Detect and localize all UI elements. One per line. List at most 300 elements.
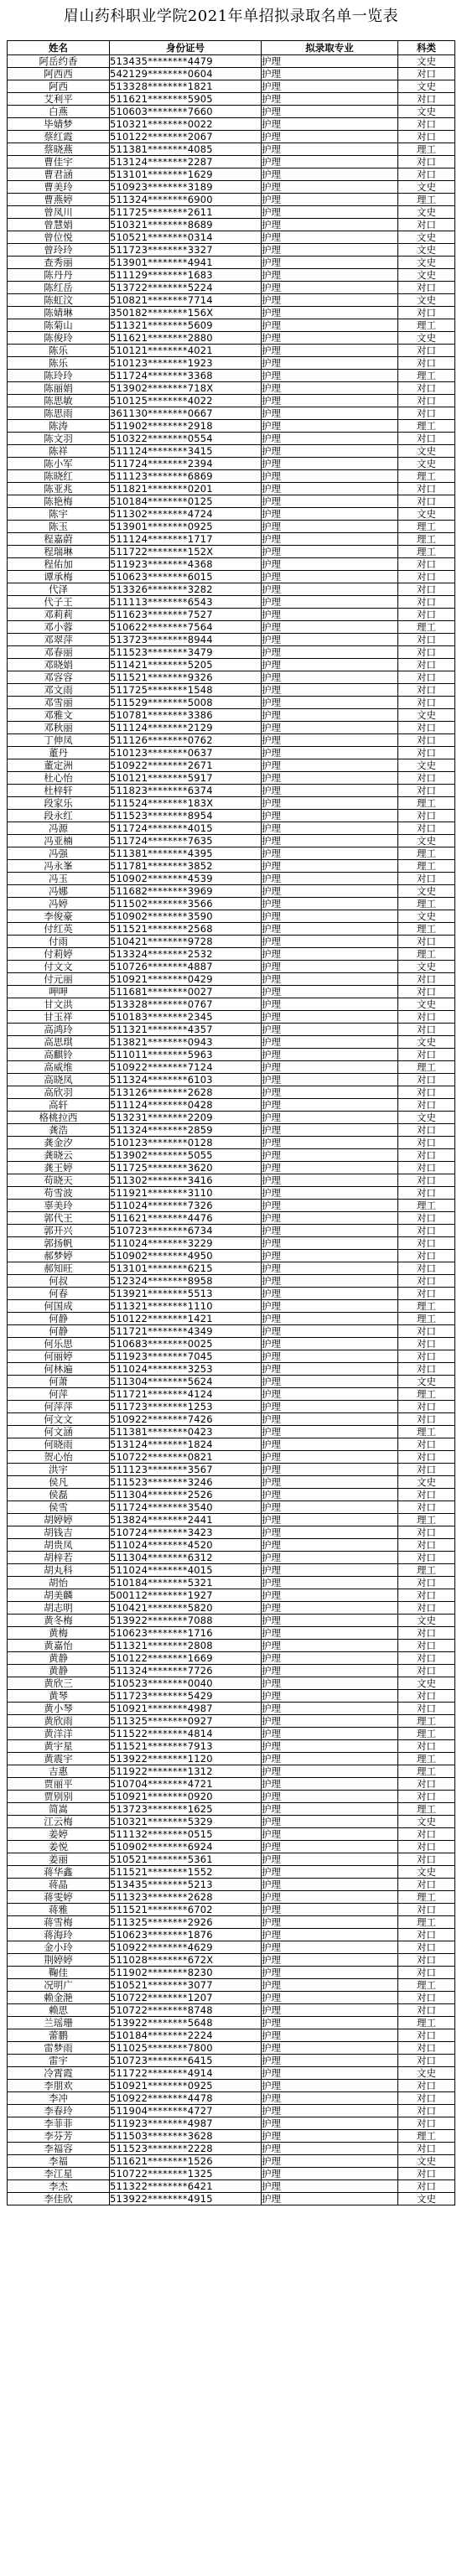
id-number-cell: 511024********3229 xyxy=(110,1237,262,1250)
major-cell: 护理 xyxy=(262,1426,398,1438)
id-number-cell: 513328********0767 xyxy=(110,998,262,1011)
major-cell: 护理 xyxy=(262,1489,398,1501)
student-name-cell: 曾玲玲 xyxy=(8,244,110,257)
table-row xyxy=(8,1879,455,1891)
major-cell: 护理 xyxy=(262,2042,398,2055)
student-name-cell: 黄震宇 xyxy=(8,1753,110,1765)
category-cell: 对口 xyxy=(398,1049,455,1061)
student-name-cell: 胡贵凤 xyxy=(8,1539,110,1552)
student-name-cell: 丁伸凤 xyxy=(8,734,110,747)
id-number-cell: 510722********8748 xyxy=(110,2004,262,2017)
table-row xyxy=(8,1162,455,1174)
major-cell: 护理 xyxy=(262,1602,398,1615)
id-number-cell: 511024********7326 xyxy=(110,1200,262,1212)
table-row xyxy=(8,1489,455,1501)
category-cell: 文史 xyxy=(398,257,455,269)
table-row xyxy=(8,1501,455,1514)
major-cell: 护理 xyxy=(262,370,398,382)
major-cell: 护理 xyxy=(262,835,398,847)
student-name-cell: 代子王 xyxy=(8,596,110,609)
table-row xyxy=(8,835,455,847)
table-row xyxy=(8,1728,455,1740)
table-row xyxy=(8,722,455,734)
major-cell: 护理 xyxy=(262,257,398,269)
major-cell: 护理 xyxy=(262,1879,398,1891)
id-number-cell: 510683********0025 xyxy=(110,1338,262,1350)
category-cell: 对口 xyxy=(398,1539,455,1552)
major-cell: 护理 xyxy=(262,458,398,470)
student-name-cell: 陈婧琳 xyxy=(8,307,110,319)
student-name-cell: 黄梅 xyxy=(8,1627,110,1640)
table-row xyxy=(8,546,455,558)
category-cell: 对口 xyxy=(398,1174,455,1187)
table-row xyxy=(8,697,455,709)
table-row xyxy=(8,1929,455,1941)
table-row xyxy=(8,1652,455,1665)
major-cell: 护理 xyxy=(262,1174,398,1187)
major-cell: 护理 xyxy=(262,2193,398,2205)
category-cell: 对口 xyxy=(398,1451,455,1464)
major-cell: 护理 xyxy=(262,1816,398,1828)
student-name-cell: 付元丽 xyxy=(8,973,110,986)
student-name-cell: 蒋海玲 xyxy=(8,1929,110,1941)
student-name-cell: 黄小琴 xyxy=(8,1703,110,1715)
major-cell: 护理 xyxy=(262,1212,398,1225)
student-name-cell: 董定洲 xyxy=(8,759,110,772)
student-name-cell: 付红英 xyxy=(8,923,110,936)
category-cell: 文史 xyxy=(398,106,455,118)
major-cell: 护理 xyxy=(262,445,398,458)
id-number-cell: 510421********9728 xyxy=(110,936,262,948)
major-cell: 护理 xyxy=(262,1187,398,1200)
id-number-cell: 511902********8230 xyxy=(110,1967,262,1979)
table-row xyxy=(8,571,455,583)
id-number-cell: 511024********3253 xyxy=(110,1363,262,1376)
table-row xyxy=(8,382,455,395)
student-name-cell: 邓雪丽 xyxy=(8,697,110,709)
id-number-cell: 510623********6015 xyxy=(110,571,262,583)
student-name-cell: 黄冬梅 xyxy=(8,1615,110,1627)
major-cell: 护理 xyxy=(262,307,398,319)
table-row xyxy=(8,1149,455,1162)
major-cell: 护理 xyxy=(262,1803,398,1816)
major-cell: 护理 xyxy=(262,1074,398,1086)
id-number-cell: 511124********2129 xyxy=(110,722,262,734)
category-cell: 文史 xyxy=(398,1112,455,1124)
student-name-cell: 冯娜 xyxy=(8,885,110,898)
category-cell: 对口 xyxy=(398,1011,455,1024)
table-row xyxy=(8,1174,455,1187)
id-number-cell: 511124********3415 xyxy=(110,445,262,458)
student-name-cell: 郝知旺 xyxy=(8,1262,110,1275)
category-cell: 理工 xyxy=(398,1979,455,1992)
student-name-cell: 江云梅 xyxy=(8,1816,110,1828)
category-cell: 理工 xyxy=(398,898,455,910)
student-name-cell: 付莉婷 xyxy=(8,948,110,961)
id-number-cell: 511521********9326 xyxy=(110,671,262,684)
table-row xyxy=(8,1589,455,1602)
category-cell: 对口 xyxy=(398,1526,455,1539)
id-number-cell: 511904********4727 xyxy=(110,2105,262,2117)
student-name-cell: 黄静 xyxy=(8,1665,110,1677)
id-number-cell: 513231********2209 xyxy=(110,1112,262,1124)
id-number-cell: 511324********2859 xyxy=(110,1124,262,1137)
student-name-cell: 洪宇 xyxy=(8,1464,110,1476)
student-name-cell: 龚王婷 xyxy=(8,1162,110,1174)
table-row xyxy=(8,80,455,93)
major-cell: 护理 xyxy=(262,1137,398,1149)
table-row xyxy=(8,93,455,106)
table-row xyxy=(8,1803,455,1816)
category-cell: 对口 xyxy=(398,2080,455,2092)
category-cell: 理工 xyxy=(398,1200,455,1212)
major-cell: 护理 xyxy=(262,797,398,810)
table-row xyxy=(8,508,455,521)
id-number-cell: 510623********1876 xyxy=(110,1929,262,1941)
table-row xyxy=(8,1036,455,1049)
id-number-cell: 510921********0429 xyxy=(110,973,262,986)
category-cell: 文史 xyxy=(398,2155,455,2168)
student-name-cell: 何萍萍 xyxy=(8,1401,110,1413)
table-row xyxy=(8,2092,455,2105)
table-row xyxy=(8,2029,455,2042)
major-cell: 护理 xyxy=(262,1791,398,1803)
id-number-cell: 513124********1824 xyxy=(110,1438,262,1451)
id-number-cell: 513101********6215 xyxy=(110,1262,262,1275)
student-name-cell: 格桃拉西 xyxy=(8,1112,110,1124)
student-name-cell: 蒋华鑫 xyxy=(8,1866,110,1879)
student-name-cell: 阿岳约香 xyxy=(8,55,110,68)
category-cell: 对口 xyxy=(398,131,455,143)
major-cell: 护理 xyxy=(262,1363,398,1376)
id-number-cell: 513326********3282 xyxy=(110,583,262,596)
student-name-cell: 程佑加 xyxy=(8,558,110,571)
major-cell: 护理 xyxy=(262,1350,398,1363)
major-cell: 护理 xyxy=(262,508,398,521)
document-title: 眉山药科职业学院2021年单招拟录取名单一览表 xyxy=(63,8,399,25)
id-number-cell: 511722********4914 xyxy=(110,2067,262,2080)
id-number-cell: 510184********5321 xyxy=(110,1577,262,1589)
student-name-cell: 曹燕婷 xyxy=(8,194,110,206)
major-cell: 护理 xyxy=(262,1376,398,1388)
student-name-cell: 龚晓云 xyxy=(8,1149,110,1162)
major-cell: 护理 xyxy=(262,1577,398,1589)
student-name-cell: 冯玉 xyxy=(8,873,110,885)
student-name-cell: 杜心怡 xyxy=(8,772,110,785)
table-row xyxy=(8,973,455,986)
category-cell: 对口 xyxy=(398,697,455,709)
student-name-cell: 蒋雯婷 xyxy=(8,1891,110,1904)
category-cell: 理工 xyxy=(398,860,455,873)
category-cell: 文史 xyxy=(398,1615,455,1627)
major-cell: 护理 xyxy=(262,923,398,936)
major-cell: 护理 xyxy=(262,772,398,785)
category-cell: 对口 xyxy=(398,1237,455,1250)
table-row xyxy=(8,898,455,910)
student-name-cell: 蔡晓燕 xyxy=(8,143,110,156)
student-name-cell: 黄宇星 xyxy=(8,1740,110,1753)
id-number-cell: 510121********4021 xyxy=(110,345,262,357)
student-name-cell: 陈涛 xyxy=(8,420,110,433)
table-row xyxy=(8,1954,455,1967)
student-name-cell: 邓莉莉 xyxy=(8,609,110,621)
table-row xyxy=(8,1350,455,1363)
id-number-cell: 361130********0667 xyxy=(110,407,262,420)
major-cell: 护理 xyxy=(262,143,398,156)
id-number-cell: 513902********5055 xyxy=(110,1149,262,1162)
student-name-cell: 付雨 xyxy=(8,936,110,948)
category-cell: 文史 xyxy=(398,80,455,93)
id-number-cell: 511821********0201 xyxy=(110,483,262,495)
id-number-cell: 511323********2628 xyxy=(110,1891,262,1904)
student-name-cell: 白燕 xyxy=(8,106,110,118)
student-name-cell: 鞠佳 xyxy=(8,1967,110,1979)
table-row xyxy=(8,621,455,634)
table-row xyxy=(8,1552,455,1564)
student-name-cell: 黄静 xyxy=(8,1652,110,1665)
student-name-cell: 何叔 xyxy=(8,1275,110,1288)
category-cell: 对口 xyxy=(398,395,455,407)
id-number-cell: 511682********3969 xyxy=(110,885,262,898)
table-row xyxy=(8,307,455,319)
table-row xyxy=(8,1438,455,1451)
student-name-cell: 陈文羽 xyxy=(8,433,110,445)
table-row xyxy=(8,998,455,1011)
major-cell: 护理 xyxy=(262,357,398,370)
student-name-cell: 陈思雨 xyxy=(8,407,110,420)
major-cell: 护理 xyxy=(262,1476,398,1489)
category-cell: 对口 xyxy=(398,1929,455,1941)
major-cell: 护理 xyxy=(262,294,398,307)
table-row xyxy=(8,2105,455,2117)
id-number-cell: 511621********4476 xyxy=(110,1212,262,1225)
id-number-cell: 513328********1821 xyxy=(110,80,262,93)
student-name-cell: 付文文 xyxy=(8,961,110,973)
table-row xyxy=(8,709,455,722)
major-cell: 护理 xyxy=(262,1539,398,1552)
student-name-cell: 李福容 xyxy=(8,2143,110,2155)
major-cell: 护理 xyxy=(262,1024,398,1036)
id-number-cell: 511725********3620 xyxy=(110,1162,262,1174)
category-cell: 对口 xyxy=(398,1791,455,1803)
id-number-cell: 511721********4349 xyxy=(110,1325,262,1338)
table-row xyxy=(8,1413,455,1426)
category-cell: 理工 xyxy=(398,194,455,206)
table-row xyxy=(8,1703,455,1715)
category-cell: 文史 xyxy=(398,835,455,847)
category-cell: 对口 xyxy=(398,1967,455,1979)
major-cell: 护理 xyxy=(262,1501,398,1514)
student-name-cell: 陈丹丹 xyxy=(8,269,110,282)
category-cell: 对口 xyxy=(398,2042,455,2055)
major-cell: 护理 xyxy=(262,382,398,395)
major-cell: 护理 xyxy=(262,1250,398,1262)
major-cell: 护理 xyxy=(262,470,398,483)
category-cell: 对口 xyxy=(398,722,455,734)
category-cell: 对口 xyxy=(398,1577,455,1589)
table-row xyxy=(8,558,455,571)
student-name-cell: 冯强 xyxy=(8,847,110,860)
major-cell: 护理 xyxy=(262,885,398,898)
id-number-cell: 511321********2808 xyxy=(110,1640,262,1652)
table-row xyxy=(8,923,455,936)
major-cell: 护理 xyxy=(262,282,398,294)
table-row xyxy=(8,156,455,168)
student-name-cell: 甘玉祥 xyxy=(8,1011,110,1024)
major-cell: 护理 xyxy=(262,910,398,923)
table-row xyxy=(8,1715,455,1728)
major-cell: 护理 xyxy=(262,609,398,621)
id-number-cell: 511028********672X xyxy=(110,1954,262,1967)
major-cell: 护理 xyxy=(262,2092,398,2105)
category-cell: 对口 xyxy=(398,2092,455,2105)
id-number-cell: 510723********6415 xyxy=(110,2055,262,2067)
id-number-cell: 511921********3110 xyxy=(110,1187,262,1200)
table-row xyxy=(8,420,455,433)
student-name-cell: 赖思 xyxy=(8,2004,110,2017)
category-cell: 对口 xyxy=(398,734,455,747)
id-number-cell: 510125********4022 xyxy=(110,395,262,407)
student-name-cell: 邓晓娟 xyxy=(8,659,110,671)
major-cell: 护理 xyxy=(262,1162,398,1174)
category-cell: 对口 xyxy=(398,1325,455,1338)
id-number-cell: 511124********1717 xyxy=(110,533,262,546)
category-cell: 对口 xyxy=(398,1552,455,1564)
table-row xyxy=(8,1916,455,1929)
student-name-cell: 赖金滟 xyxy=(8,1992,110,2004)
category-cell: 对口 xyxy=(398,1853,455,1866)
id-number-cell: 511721********4124 xyxy=(110,1388,262,1401)
category-cell: 理工 xyxy=(398,1300,455,1313)
major-cell: 护理 xyxy=(262,747,398,759)
id-number-cell: 510603********7660 xyxy=(110,106,262,118)
major-cell: 护理 xyxy=(262,93,398,106)
major-cell: 护理 xyxy=(262,345,398,357)
major-cell: 护理 xyxy=(262,671,398,684)
major-cell: 护理 xyxy=(262,998,398,1011)
table-row xyxy=(8,961,455,973)
category-cell: 理工 xyxy=(398,1916,455,1929)
student-name-cell: 李杰 xyxy=(8,2180,110,2193)
category-cell: 对口 xyxy=(398,659,455,671)
table-row xyxy=(8,1086,455,1099)
category-cell: 对口 xyxy=(398,1438,455,1451)
table-row xyxy=(8,55,455,68)
student-name-cell: 阿西西 xyxy=(8,68,110,80)
major-cell: 护理 xyxy=(262,1967,398,1979)
student-name-cell: 甘文洪 xyxy=(8,998,110,1011)
id-number-cell: 511621********5905 xyxy=(110,93,262,106)
major-cell: 护理 xyxy=(262,2004,398,2017)
table-row xyxy=(8,1338,455,1350)
category-cell: 理工 xyxy=(398,546,455,558)
id-number-cell: 513902********718X xyxy=(110,382,262,395)
student-name-cell: 邓小蓉 xyxy=(8,621,110,634)
category-cell: 对口 xyxy=(398,1262,455,1275)
table-row xyxy=(8,269,455,282)
table-row xyxy=(8,1288,455,1300)
category-cell: 对口 xyxy=(398,1640,455,1652)
category-cell: 对口 xyxy=(398,1288,455,1300)
table-row xyxy=(8,1753,455,1765)
major-cell: 护理 xyxy=(262,1262,398,1275)
major-cell: 护理 xyxy=(262,1514,398,1526)
table-row xyxy=(8,1539,455,1552)
id-number-cell: 511523********3479 xyxy=(110,646,262,659)
student-name-cell: 侯磊 xyxy=(8,1489,110,1501)
table-row xyxy=(8,1828,455,1841)
table-row xyxy=(8,1225,455,1237)
student-name-cell: 何国成 xyxy=(8,1300,110,1313)
category-cell: 对口 xyxy=(398,495,455,508)
id-number-cell: 511521********1552 xyxy=(110,1866,262,1879)
student-name-cell: 段永红 xyxy=(8,810,110,822)
id-number-cell: 513922********7088 xyxy=(110,1615,262,1627)
table-row xyxy=(8,1426,455,1438)
id-number-cell: 511723********1253 xyxy=(110,1401,262,1413)
student-name-cell: 曹佳宇 xyxy=(8,156,110,168)
category-cell: 对口 xyxy=(398,785,455,797)
major-cell: 护理 xyxy=(262,106,398,118)
major-cell: 护理 xyxy=(262,1652,398,1665)
major-cell: 护理 xyxy=(262,68,398,80)
major-cell: 护理 xyxy=(262,785,398,797)
category-cell: 理工 xyxy=(398,370,455,382)
category-cell: 对口 xyxy=(398,1024,455,1036)
category-cell: 对口 xyxy=(398,634,455,646)
major-cell: 护理 xyxy=(262,948,398,961)
major-cell: 护理 xyxy=(262,759,398,772)
table-row xyxy=(8,596,455,609)
id-number-cell: 511529********5008 xyxy=(110,697,262,709)
student-name-cell: 兰瑶珊 xyxy=(8,2017,110,2029)
admission-table xyxy=(7,40,455,2205)
student-name-cell: 陈俊玲 xyxy=(8,332,110,345)
id-number-cell: 510521********3077 xyxy=(110,1979,262,1992)
id-number-cell: 511304********2526 xyxy=(110,1489,262,1501)
category-cell: 理工 xyxy=(398,1765,455,1778)
id-number-cell: 511381********4395 xyxy=(110,847,262,860)
category-cell: 文史 xyxy=(398,998,455,1011)
category-cell: 对口 xyxy=(398,1363,455,1376)
major-cell: 护理 xyxy=(262,847,398,860)
student-name-cell: 贾别别 xyxy=(8,1791,110,1803)
id-number-cell: 513124********2287 xyxy=(110,156,262,168)
major-cell: 护理 xyxy=(262,2155,398,2168)
category-cell: 对口 xyxy=(398,1501,455,1514)
student-name-cell: 辜美玲 xyxy=(8,1200,110,1212)
category-cell: 文史 xyxy=(398,244,455,257)
table-row xyxy=(8,1640,455,1652)
student-name-cell: 郭开兴 xyxy=(8,1225,110,1237)
category-cell: 对口 xyxy=(398,822,455,835)
table-row xyxy=(8,2155,455,2168)
category-cell: 理工 xyxy=(398,1753,455,1765)
major-cell: 护理 xyxy=(262,1627,398,1640)
category-cell: 对口 xyxy=(398,1350,455,1363)
student-name-cell: 黄欣三 xyxy=(8,1677,110,1690)
major-cell: 护理 xyxy=(262,1526,398,1539)
major-cell: 护理 xyxy=(262,1200,398,1212)
category-cell: 对口 xyxy=(398,433,455,445)
id-number-cell: 510922********7124 xyxy=(110,1061,262,1074)
id-number-cell: 511902********2918 xyxy=(110,420,262,433)
id-number-cell: 513824********2441 xyxy=(110,1514,262,1526)
category-cell: 理工 xyxy=(398,470,455,483)
category-cell: 对口 xyxy=(398,2168,455,2180)
table-row xyxy=(8,1300,455,1313)
major-cell: 护理 xyxy=(262,1300,398,1313)
